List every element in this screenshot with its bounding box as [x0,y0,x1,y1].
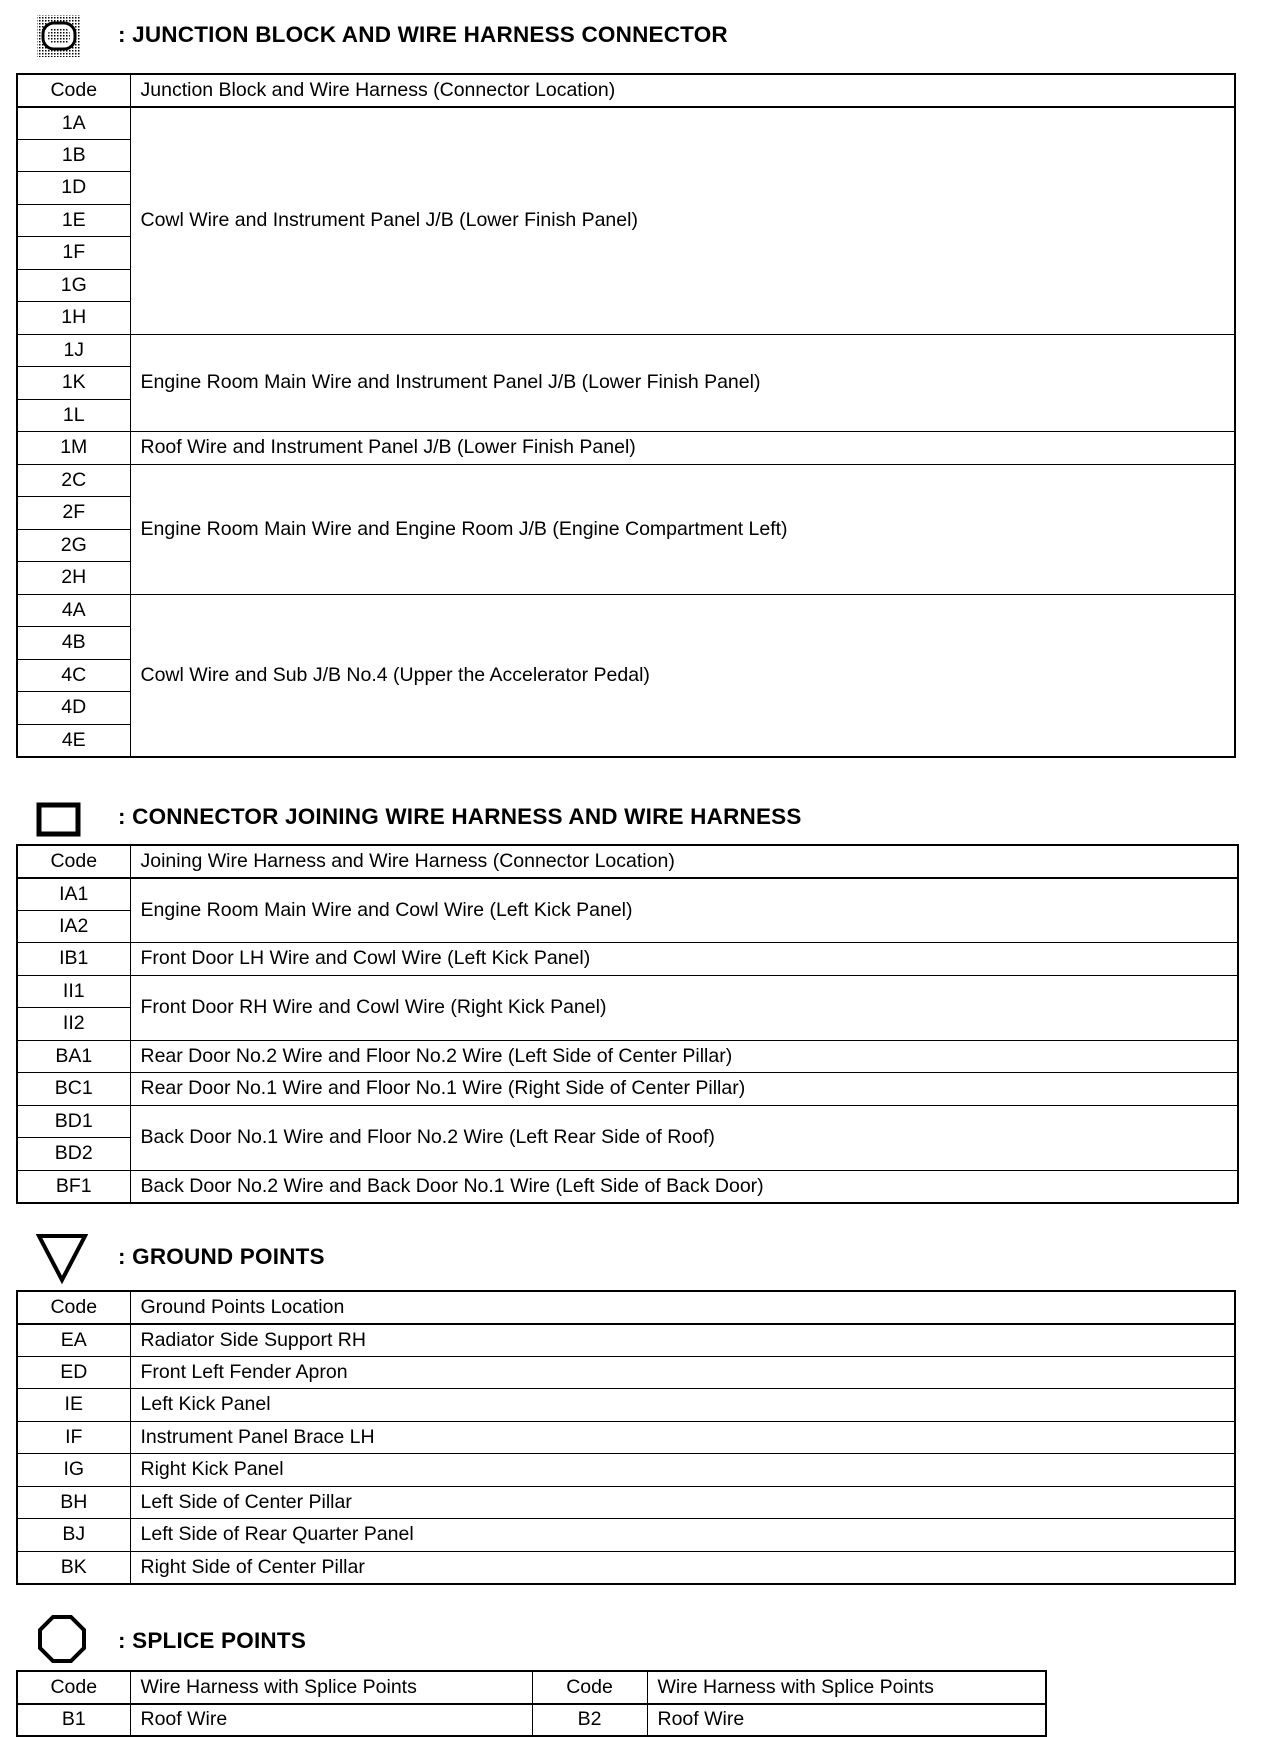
table-row [17,1040,1238,1073]
connector-code: 4D [17,692,130,725]
code-header: Code [532,1671,647,1704]
table-row [17,1170,1238,1203]
connector-code: 1M [17,432,130,465]
connector-code: 4B [17,627,130,660]
ground-points-title: : GROUND POINTS [118,1244,325,1269]
splice-points-title: : SPLICE POINTS [118,1628,307,1653]
joining-connector-title: : CONNECTOR JOINING WIRE HARNESS AND WIRE HARNESS [118,804,802,829]
code-header: Code [17,1671,130,1704]
ground-points-table [16,1290,1236,1585]
table-row [17,1389,1235,1422]
connector-code: 1K [17,367,130,400]
connector-location: Rear Door No.1 Wire and Floor No.1 Wire (Right Side of Center Pillar) [130,1073,1238,1106]
connector-code: 4E [17,724,130,757]
connector-code: 1E [17,204,130,237]
ground-code: IG [17,1454,130,1487]
table-row [17,1486,1235,1519]
connector-code: 2F [17,497,130,530]
connector-location: Cowl Wire and Sub J/B No.4 (Upper the Accelerator Pedal) [130,594,1235,757]
connector-code: 1G [17,269,130,302]
description-header: Junction Block and Wire Harness (Connector Location) [130,74,1235,107]
table-row [17,1551,1235,1584]
table-row [17,1704,1046,1737]
table-header-row [17,1291,1235,1324]
connector-code: II2 [17,1008,130,1041]
connector-code: BD2 [17,1138,130,1171]
ground-code: ED [17,1356,130,1389]
code-header: Code [17,845,130,878]
table-header-row [17,1671,1046,1704]
table-row [17,1421,1235,1454]
ground-triangle-icon [36,1232,88,1284]
connector-code: BF1 [17,1170,130,1203]
table-header-row [17,74,1235,107]
table-row [17,464,1235,497]
ground-code: BK [17,1551,130,1584]
ground-location: Left Kick Panel [130,1389,1235,1422]
description-header: Joining Wire Harness and Wire Harness (Connector Location) [130,845,1238,878]
connector-location: Cowl Wire and Instrument Panel J/B (Lower Finish Panel) [130,107,1235,335]
connector-location: Engine Room Main Wire and Instrument Panel J/B (Lower Finish Panel) [130,334,1235,432]
code-header: Code [17,74,130,107]
description-header: Wire Harness with Splice Points [130,1671,532,1704]
table-row [17,334,1235,367]
connector-code: 2H [17,562,130,595]
junction-block-icon [36,14,82,58]
connector-location: Front Door RH Wire and Cowl Wire (Right Kick Panel) [130,975,1238,1040]
table-row [17,1454,1235,1487]
connector-code: 1B [17,139,130,172]
ground-code: IE [17,1389,130,1422]
ground-code: IF [17,1421,130,1454]
table-row [17,1073,1238,1106]
code-header: Code [17,1291,130,1324]
table-row [17,975,1238,1008]
junction-block-table [16,73,1236,758]
table-row [17,943,1238,976]
connector-location: Rear Door No.2 Wire and Floor No.2 Wire (Left Side of Center Pillar) [130,1040,1238,1073]
connector-code: 1D [17,172,130,205]
table-row [17,594,1235,627]
ground-code: BH [17,1486,130,1519]
table-row [17,432,1235,465]
connector-code: 2G [17,529,130,562]
ground-location: Right Kick Panel [130,1454,1235,1487]
ground-location: Radiator Side Support RH [130,1324,1235,1357]
splice-octagon-icon [36,1614,88,1666]
connector-code: IB1 [17,943,130,976]
connector-code: IA1 [17,878,130,911]
splice-code: B2 [532,1704,647,1737]
splice-description: Roof Wire [130,1704,532,1737]
ground-location: Left Side of Rear Quarter Panel [130,1519,1235,1552]
ground-location: Front Left Fender Apron [130,1356,1235,1389]
connector-location: Engine Room Main Wire and Engine Room J/B (Engine Compartment Left) [130,464,1235,594]
square-connector-icon [36,802,82,842]
ground-code: BJ [17,1519,130,1552]
description-header: Ground Points Location [130,1291,1235,1324]
joining-connector-table [16,844,1239,1204]
connector-location: Front Door LH Wire and Cowl Wire (Left Kick Panel) [130,943,1238,976]
connector-code: 1F [17,237,130,270]
splice-code: B1 [17,1704,130,1737]
connector-location: Back Door No.1 Wire and Floor No.2 Wire (Left Rear Side of Roof) [130,1105,1238,1170]
connector-code: IA2 [17,910,130,943]
table-row [17,1324,1235,1357]
connector-code: BC1 [17,1073,130,1106]
connector-location: Engine Room Main Wire and Cowl Wire (Left Kick Panel) [130,878,1238,943]
connector-code: 1H [17,302,130,335]
connector-code: 1J [17,334,130,367]
connector-code: 1A [17,107,130,140]
table-header-row [17,845,1238,878]
table-row [17,1105,1238,1138]
table-row [17,878,1238,911]
ground-location: Left Side of Center Pillar [130,1486,1235,1519]
description-header: Wire Harness with Splice Points [647,1671,1046,1704]
splice-description: Roof Wire [647,1704,1046,1737]
splice-points-table [16,1670,1047,1737]
ground-code: EA [17,1324,130,1357]
table-row [17,1519,1235,1552]
connector-location: Back Door No.2 Wire and Back Door No.1 Wire (Left Side of Back Door) [130,1170,1238,1203]
connector-code: II1 [17,975,130,1008]
ground-location: Right Side of Center Pillar [130,1551,1235,1584]
connector-code: 1L [17,399,130,432]
connector-code: 4A [17,594,130,627]
connector-location: Roof Wire and Instrument Panel J/B (Lower Finish Panel) [130,432,1235,465]
junction-block-title: : JUNCTION BLOCK AND WIRE HARNESS CONNECTOR [118,22,728,47]
connector-code: 2C [17,464,130,497]
table-row [17,107,1235,140]
connector-code: BA1 [17,1040,130,1073]
connector-code: 4C [17,659,130,692]
ground-location: Instrument Panel Brace LH [130,1421,1235,1454]
table-row [17,1356,1235,1389]
connector-code: BD1 [17,1105,130,1138]
